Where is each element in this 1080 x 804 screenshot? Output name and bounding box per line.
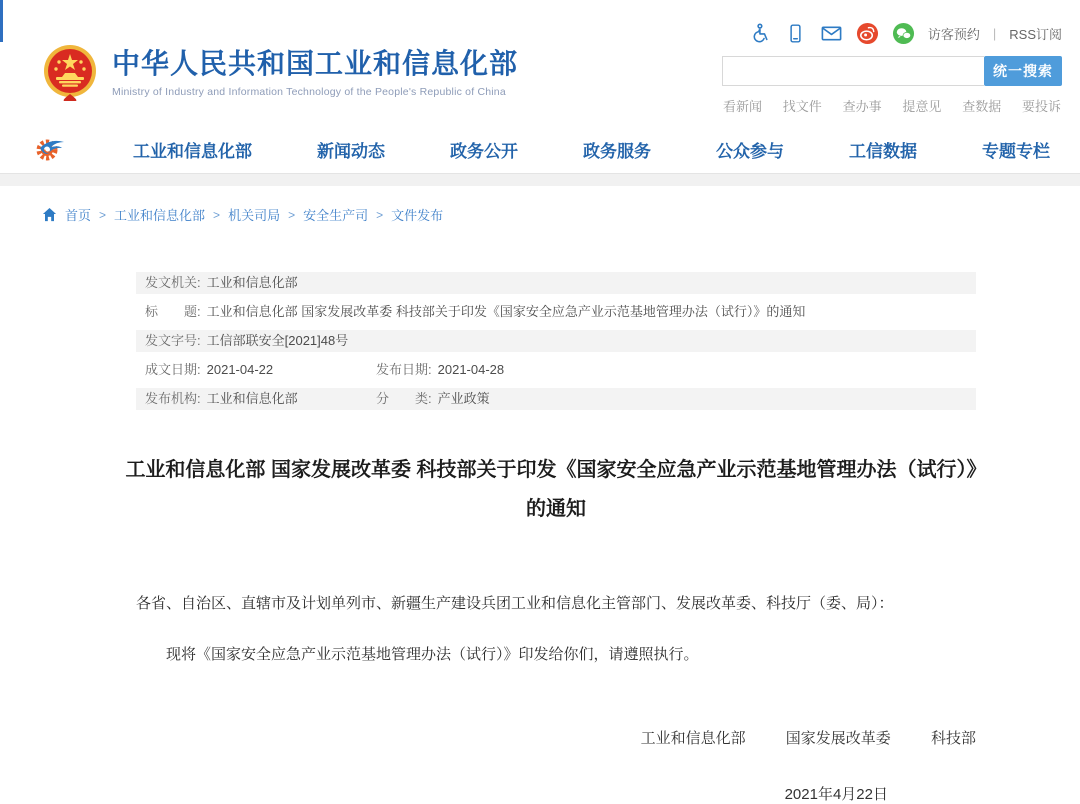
meta-row-issuing-authority xyxy=(136,272,976,294)
document-date: 2021年4月22日 xyxy=(784,786,888,803)
meta-label: 发布机构: xyxy=(145,391,201,406)
rss-subscribe-link[interactable]: RSS订阅 xyxy=(1009,26,1062,42)
meta-label: 标 题: xyxy=(145,304,201,319)
meta-value: 产业政策 xyxy=(437,391,490,406)
breadcrumb-miit[interactable]: 工业和信息化部 xyxy=(114,208,206,223)
meta-row-document-number xyxy=(136,330,976,352)
signatory-most: 科技部 xyxy=(930,730,976,747)
breadcrumb-separator: > xyxy=(376,207,384,222)
unified-search-button[interactable]: 统一搜索 xyxy=(984,56,1062,86)
nav-item-news[interactable]: 新闻动态 xyxy=(317,141,385,161)
site-branding[interactable] xyxy=(42,18,518,115)
utility-separator: | xyxy=(992,25,997,41)
visitor-appointment-link[interactable]: 访客预约 xyxy=(927,26,980,42)
quick-link-data[interactable]: 查数据 xyxy=(962,99,1002,114)
nav-item-miit[interactable]: 工业和信息化部 xyxy=(133,141,252,161)
meta-label: 成文日期: xyxy=(145,362,201,377)
weibo-icon[interactable] xyxy=(856,22,879,45)
quick-link-services[interactable]: 查办事 xyxy=(842,99,882,114)
meta-value: 工业和信息化部 xyxy=(206,275,298,290)
breadcrumb-separator: > xyxy=(99,207,107,222)
meta-value: 2021-04-28 xyxy=(437,362,505,377)
signatory-ndrc: 国家发展改革委 xyxy=(785,730,891,747)
breadcrumb-separator: > xyxy=(213,207,221,222)
site-header xyxy=(0,0,1080,125)
header-divider xyxy=(0,173,1080,186)
breadcrumb-separator: > xyxy=(288,207,296,222)
nav-item-miit-data[interactable]: 工信数据 xyxy=(849,141,917,161)
main-nav xyxy=(0,125,1080,173)
mail-icon[interactable] xyxy=(820,22,843,45)
meta-value: 2021-04-22 xyxy=(206,362,274,377)
quick-link-files[interactable]: 找文件 xyxy=(782,99,822,114)
header-tools xyxy=(722,18,1062,115)
search-input[interactable] xyxy=(722,56,984,86)
document-page xyxy=(125,272,987,804)
meta-label: 发文字号: xyxy=(145,333,201,348)
meta-label: 分 类: xyxy=(376,391,432,406)
document-title: 工业和信息化部 国家发展改革委 科技部关于印发《国家安全应急产业示范基地管理办法（试行）》的通知 xyxy=(125,459,987,520)
quick-link-news[interactable]: 看新闻 xyxy=(723,99,763,114)
breadcrumb-departments[interactable]: 机关司局 xyxy=(228,208,281,223)
home-icon xyxy=(42,207,57,222)
quick-link-suggest[interactable]: 提意见 xyxy=(902,99,942,114)
utility-bar xyxy=(722,20,1062,46)
breadcrumb-safety-dept[interactable]: 安全生产司 xyxy=(303,208,369,223)
nav-item-special-topics[interactable]: 专题专栏 xyxy=(982,141,1050,161)
mobile-icon[interactable] xyxy=(784,22,807,45)
meta-value: 工业和信息化部 xyxy=(206,391,298,406)
nav-item-gov-services[interactable]: 政务服务 xyxy=(583,141,651,161)
site-titles xyxy=(112,47,518,98)
signature-line xyxy=(136,727,976,748)
accessibility-icon[interactable] xyxy=(748,22,771,45)
meta-row-publisher-category xyxy=(136,388,976,410)
quick-link-complaint[interactable]: 要投诉 xyxy=(1021,99,1061,114)
nav-item-public-participation[interactable]: 公众参与 xyxy=(716,141,784,161)
document-meta-table xyxy=(136,272,976,410)
search-bar xyxy=(722,56,1062,86)
meta-value: 工信部联安全[2021]48号 xyxy=(206,333,349,348)
body-paragraph: 现将《国家安全应急产业示范基地管理办法（试行）》印发给你们，请遵照执行。 xyxy=(166,646,699,663)
site-title: 中华人民共和国工业和信息化部 xyxy=(112,48,519,80)
window-edge-artifact xyxy=(0,0,3,42)
breadcrumb-document-release[interactable]: 文件发布 xyxy=(391,208,444,223)
site-subtitle-en: Ministry of Industry and Information Technology of the People's Republic of China xyxy=(112,85,506,98)
quick-links xyxy=(722,96,1062,115)
signatory-miit: 工业和信息化部 xyxy=(640,730,746,747)
meta-label: 发布日期: xyxy=(376,362,432,377)
breadcrumb-home[interactable]: 首页 xyxy=(65,208,92,223)
nav-item-gov-disclosure[interactable]: 政务公开 xyxy=(450,141,518,161)
wechat-icon[interactable] xyxy=(892,22,915,45)
meta-label: 发文机关: xyxy=(145,275,201,290)
meta-value: 工业和信息化部 国家发展改革委 科技部关于印发《国家安全应急产业示范基地管理办法（试行）》的通知 xyxy=(206,304,806,319)
miit-gear-logo-icon xyxy=(34,134,68,164)
addressee-paragraph: 各省、自治区、直辖市及计划单列市、新疆生产建设兵团工业和信息化主管部门、发展改革委、科技厅（委、局）： xyxy=(136,595,894,612)
meta-row-title xyxy=(136,301,976,323)
breadcrumb xyxy=(42,205,1080,224)
national-emblem-logo xyxy=(42,44,98,102)
meta-row-dates xyxy=(136,359,976,381)
